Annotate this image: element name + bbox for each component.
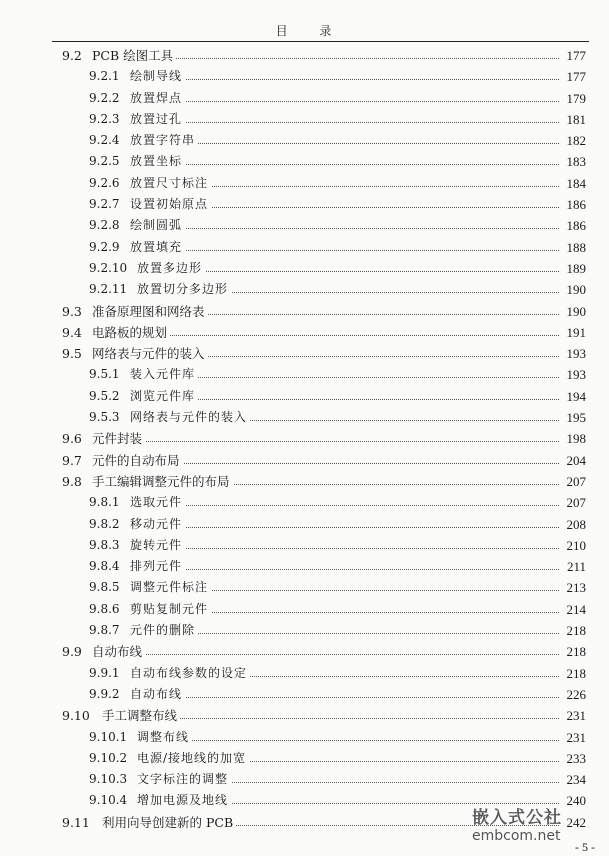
toc-entry [0, 599, 609, 620]
toc-entry-title: 放置切分多边形 [137, 279, 231, 300]
toc-entry-number: 9.8.6 [89, 601, 120, 616]
toc-entry [0, 364, 609, 385]
toc-entry-page: 188 [564, 237, 587, 258]
toc-entry-page: 234 [564, 769, 587, 790]
toc-entry-title: 利用向导创建新的 PCB [102, 812, 236, 833]
toc-entry-title: 放置过孔 [130, 109, 185, 130]
toc-entry-number: 9.10 [62, 708, 90, 724]
toc-entry-number: 9.2.10 [89, 260, 128, 275]
toc-dot-leader [130, 122, 559, 123]
toc-entry-page: 208 [564, 514, 587, 535]
toc-dot-leader [130, 697, 559, 698]
toc-entry-number: 9.2 [62, 48, 82, 63]
toc-entry-title: 装入元件库 [130, 364, 198, 385]
toc-entry-number: 9.2.5 [89, 154, 120, 169]
toc-entry-title: 自动布线 [130, 684, 185, 705]
toc-entry [0, 194, 609, 215]
toc-entry-title: 剪贴复制元件 [130, 599, 211, 620]
toc-entry-number: 9.2.6 [89, 175, 120, 190]
toc-entry-page: 207 [564, 492, 587, 513]
toc-entry-title: 放置焊点 [130, 88, 185, 109]
toc-entry [0, 45, 609, 66]
toc-entry-number: 9.9.1 [89, 665, 120, 680]
toc-dot-leader [130, 527, 559, 528]
toc-entry-page: 204 [564, 450, 587, 471]
toc-entry-page: 184 [564, 173, 587, 194]
toc-entry-number: 9.3 [62, 303, 82, 319]
toc-entry-page: 179 [564, 88, 587, 109]
toc-entry-number: 9.9 [62, 644, 82, 660]
toc-dot-leader [130, 79, 559, 80]
toc-entry-number: 9.4 [62, 324, 82, 340]
toc-entry-title: 自动布线 [92, 641, 145, 662]
toc-entry [0, 748, 609, 769]
table-of-contents [0, 45, 609, 833]
toc-entry-page: 214 [564, 599, 587, 620]
toc-entry-number: 9.2.7 [89, 197, 120, 212]
toc-entry-page: 190 [564, 301, 587, 322]
toc-entry [0, 88, 609, 109]
toc-entry-page: 195 [564, 407, 587, 428]
toc-entry-number: 9.2.1 [89, 69, 120, 84]
toc-entry-page: 233 [564, 748, 587, 769]
toc-entry-title: 元件的自动布局 [92, 450, 183, 471]
toc-entry-page: 198 [564, 428, 587, 449]
toc-entry-title: 准备原理图和网络表 [92, 301, 208, 322]
toc-entry [0, 450, 609, 471]
toc-entry-title: 选取元件 [130, 492, 185, 513]
watermark-cn: 嵌入式公社 [472, 808, 562, 828]
toc-entry [0, 173, 609, 194]
toc-entry-title: 浏览元件库 [130, 386, 198, 407]
toc-dot-leader [130, 548, 559, 549]
page-header [0, 22, 609, 39]
toc-dot-leader [92, 654, 559, 655]
toc-entry-page: 213 [564, 577, 587, 598]
toc-entry [0, 663, 609, 684]
toc-entry [0, 684, 609, 705]
toc-entry-title: PCB 绘图工具 [92, 45, 176, 66]
toc-entry-number: 9.2.11 [89, 282, 128, 297]
toc-entry-number: 9.2.2 [89, 90, 120, 105]
toc-entry-number: 9.6 [62, 431, 82, 447]
toc-entry-page: 231 [564, 727, 587, 748]
toc-entry-number: 9.7 [62, 452, 82, 468]
toc-entry-title: 增加电源及地线 [137, 790, 231, 811]
toc-entry [0, 258, 609, 279]
toc-entry-title: 元件封装 [92, 428, 145, 449]
toc-entry-title: 放置填充 [130, 237, 185, 258]
toc-entry-number: 9.10.2 [89, 750, 128, 765]
toc-entry-title: 电源/接地线的加宽 [137, 748, 249, 769]
toc-entry [0, 727, 609, 748]
toc-entry-page: 231 [564, 705, 587, 726]
toc-entry-title: 放置多边形 [137, 258, 205, 279]
toc-entry-number: 9.10.3 [89, 772, 128, 787]
toc-entry [0, 535, 609, 556]
toc-entry-page: 189 [564, 258, 587, 279]
toc-entry [0, 301, 609, 322]
toc-entry-title: 移动元件 [130, 514, 185, 535]
toc-entry-page: 210 [564, 535, 587, 556]
toc-entry [0, 705, 609, 726]
toc-entry [0, 492, 609, 513]
toc-entry-title: 电路板的规划 [92, 322, 170, 343]
toc-entry [0, 215, 609, 236]
toc-entry-number: 9.2.4 [89, 133, 120, 148]
toc-entry-page: 177 [564, 45, 587, 66]
toc-dot-leader [130, 569, 559, 570]
toc-entry-title: 放置字符串 [130, 130, 198, 151]
toc-entry [0, 620, 609, 641]
toc-entry-page: 218 [564, 663, 587, 684]
toc-entry-page: 186 [564, 194, 587, 215]
toc-entry [0, 386, 609, 407]
toc-entry-title: 排列元件 [130, 556, 185, 577]
toc-entry-number: 9.5.1 [89, 367, 120, 382]
toc-entry [0, 556, 609, 577]
toc-dot-leader [130, 250, 559, 251]
toc-entry-page: 190 [564, 279, 587, 300]
toc-entry-number: 9.5 [62, 346, 82, 362]
toc-entry [0, 769, 609, 790]
toc-entry-page: 218 [564, 641, 587, 662]
toc-entry-page: 226 [564, 684, 587, 705]
toc-dot-leader [92, 441, 559, 442]
toc-entry-number: 9.2.8 [89, 218, 120, 233]
toc-entry-number: 9.10.4 [89, 793, 128, 808]
toc-entry [0, 343, 609, 364]
toc-entry-number: 9.10.1 [89, 729, 128, 744]
toc-entry-page: 211 [564, 556, 586, 577]
toc-entry-title: 旋转元件 [130, 535, 185, 556]
toc-entry [0, 641, 609, 662]
toc-entry [0, 407, 609, 428]
toc-entry-page: 207 [564, 471, 587, 492]
toc-entry [0, 322, 609, 343]
toc-entry-number: 9.8.5 [89, 580, 120, 595]
toc-entry-page: 193 [564, 343, 587, 364]
page-number: - 5 - [575, 840, 595, 854]
header-char-1: 目 [275, 24, 290, 38]
toc-entry-number: 9.8.2 [89, 516, 120, 531]
toc-entry-page: 182 [564, 130, 587, 151]
toc-entry-page: 242 [564, 812, 587, 833]
toc-entry [0, 66, 609, 87]
toc-entry-title: 绘制圆弧 [130, 215, 185, 236]
toc-entry-number: 9.8.3 [89, 537, 120, 552]
toc-entry-title: 调整布线 [137, 727, 192, 748]
toc-entry [0, 279, 609, 300]
toc-entry-number: 9.5.3 [89, 410, 120, 425]
toc-entry-number: 9.2.9 [89, 239, 120, 254]
toc-entry-title: 手工调整布线 [102, 705, 180, 726]
toc-entry [0, 471, 609, 492]
watermark-en: embcom.net [472, 828, 561, 844]
toc-entry-title: 调整元件标注 [130, 577, 211, 598]
toc-entry-number: 9.2.3 [89, 111, 120, 126]
toc-entry-number: 9.5.2 [89, 388, 120, 403]
toc-entry-title: 自动布线参数的设定 [130, 663, 250, 684]
toc-entry-title: 绘制导线 [130, 66, 185, 87]
toc-entry [0, 428, 609, 449]
toc-entry [0, 577, 609, 598]
toc-entry-title: 元件的删除 [130, 620, 198, 641]
toc-entry-number: 9.8.4 [89, 559, 120, 574]
toc-entry-page: 177 [564, 66, 587, 87]
toc-entry-title: 设置初始原点 [130, 194, 211, 215]
toc-entry-page: 183 [564, 151, 587, 172]
toc-entry [0, 151, 609, 172]
header-rule [52, 41, 589, 42]
toc-entry-page: 194 [564, 386, 587, 407]
toc-dot-leader [130, 164, 559, 165]
toc-entry-page: 240 [564, 790, 587, 811]
toc-entry-page: 193 [564, 364, 587, 385]
toc-entry-page: 191 [564, 322, 587, 343]
toc-entry-number: 9.8.1 [89, 495, 120, 510]
toc-entry-title: 文字标注的调整 [137, 769, 231, 790]
toc-entry-title: 放置坐标 [130, 151, 185, 172]
toc-entry-title: 手工编辑调整元件的布局 [92, 471, 233, 492]
toc-entry [0, 237, 609, 258]
toc-dot-leader [130, 101, 559, 102]
toc-entry-number: 9.8.7 [89, 623, 120, 638]
toc-entry-title: 网络表与元件的装入 [130, 407, 250, 428]
toc-entry [0, 109, 609, 130]
toc-entry-title: 网络表与元件的装入 [92, 343, 208, 364]
toc-entry-page: 218 [564, 620, 587, 641]
toc-entry-page: 181 [564, 109, 587, 130]
toc-entry [0, 130, 609, 151]
header-char-2: 录 [319, 24, 334, 38]
toc-entry-number: 9.8 [62, 473, 82, 489]
toc-dot-leader [130, 228, 559, 229]
toc-entry-number: 9.11 [62, 814, 90, 830]
toc-dot-leader [130, 505, 559, 506]
toc-entry-title: 放置尺寸标注 [130, 173, 211, 194]
toc-entry-page: 186 [564, 215, 587, 236]
toc-entry [0, 514, 609, 535]
toc-dot-leader [137, 740, 559, 741]
toc-entry-number: 9.9.2 [89, 686, 120, 701]
